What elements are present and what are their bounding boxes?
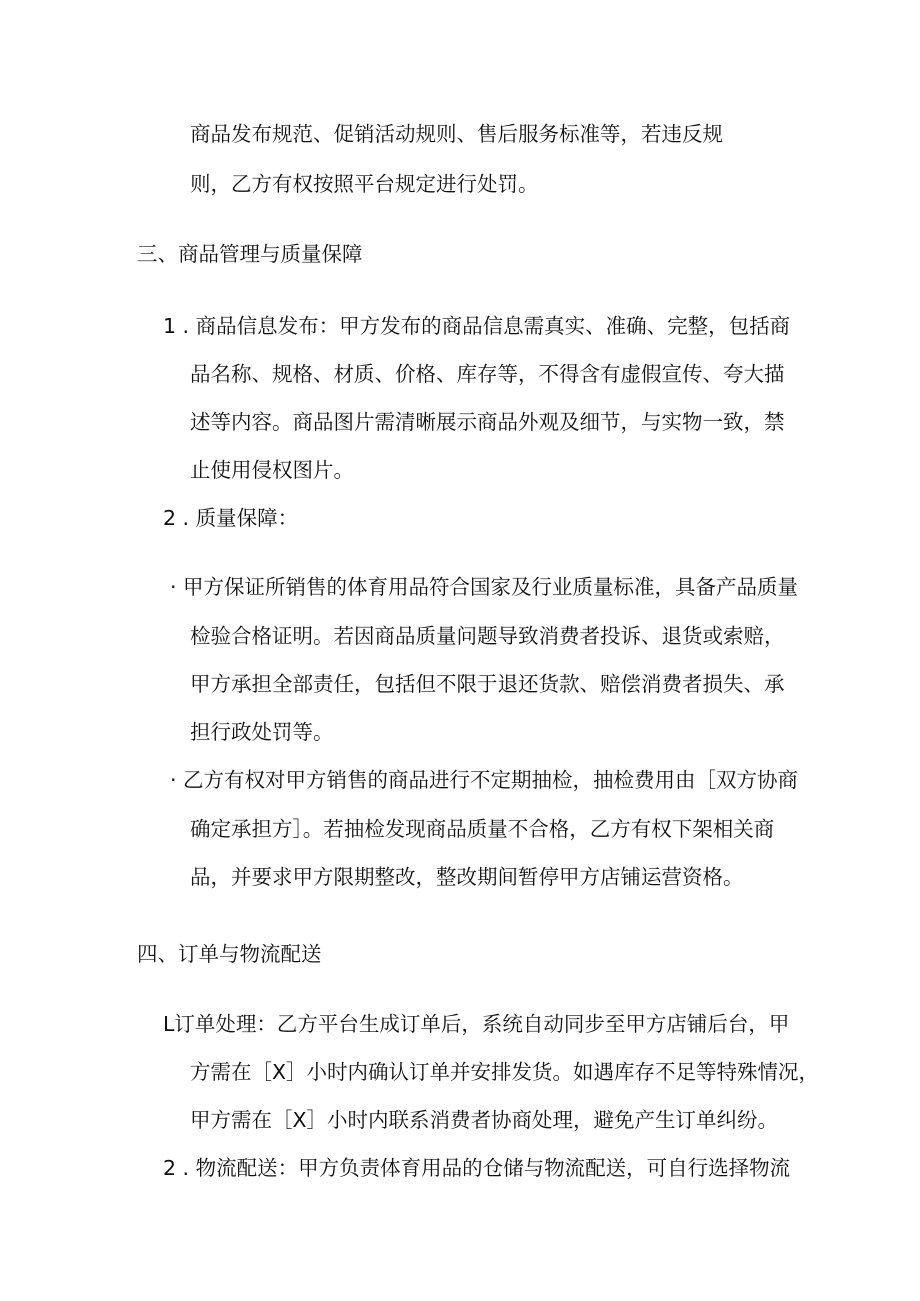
section-3-bullet-2-line-3: 品，并要求甲方限期整改，整改期间暂停甲方店铺运营资格。: [190, 865, 744, 889]
section-3-bullet-1-line-4: 担行政处罚等。: [190, 720, 334, 744]
section-3-item-2-line-1: 2 . 质量保障：: [163, 506, 299, 530]
section-4-item-1-line-1: L订单处理：乙方平台生成订单后，系统自动同步至甲方店铺后台，甲: [163, 1012, 790, 1036]
section-4-item-1-line-2: 方需在［X］小时内确认订单并安排发货。如遇库存不足等特殊情况，: [190, 1060, 820, 1084]
section-3-item-1-line-3: 述等内容。商品图片需清晰展示商品外观及细节，与实物一致，禁: [190, 410, 785, 434]
section-3-bullet-1-line-2: 检验合格证明。若因商品质量问题导致消费者投诉、退货或索赔，: [190, 624, 785, 648]
intro-line-2: 则，乙方有权按照平台规定进行处罚。: [190, 172, 539, 196]
section-3-bullet-2-line-2: 确定承担方］。若抽检发现商品质量不合格，乙方有权下架相关商: [190, 817, 775, 841]
section-3-item-1-line-1: 1 . 商品信息发布：甲方发布的商品信息需真实、准确、完整，包括商: [163, 314, 791, 338]
section-4-item-1-line-3: 甲方需在［X］小时内联系消费者协商处理，避免产生订单纠纷。: [190, 1108, 779, 1132]
section-4-item-2-line-1: 2 . 物流配送：甲方负责体育用品的仓储与物流配送，可自行选择物流: [163, 1156, 791, 1180]
section-4-heading: 四、订单与物流配送: [137, 942, 322, 966]
section-3-bullet-1-line-3: 甲方承担全部责任，包括但不限于退还货款、赔偿消费者损失、承: [190, 672, 785, 696]
intro-line-1: 商品发布规范、促销活动规则、售后服务标准等，若违反规: [190, 122, 723, 146]
section-3-item-1-line-4: 止使用侵权图片。: [190, 458, 354, 482]
section-3-bullet-1-line-1: · 甲方保证所销售的体育用品符合国家及行业质量标准，具备产品质量: [170, 575, 799, 599]
section-3-item-1-line-2: 品名称、规格、材质、价格、库存等，不得含有虚假宣传、夸大描: [190, 362, 785, 386]
section-3-bullet-2-line-1: · 乙方有权对甲方销售的商品进行不定期抽检，抽检费用由［双方协商: [170, 768, 799, 792]
section-3-heading: 三、商品管理与质量保障: [137, 242, 363, 266]
